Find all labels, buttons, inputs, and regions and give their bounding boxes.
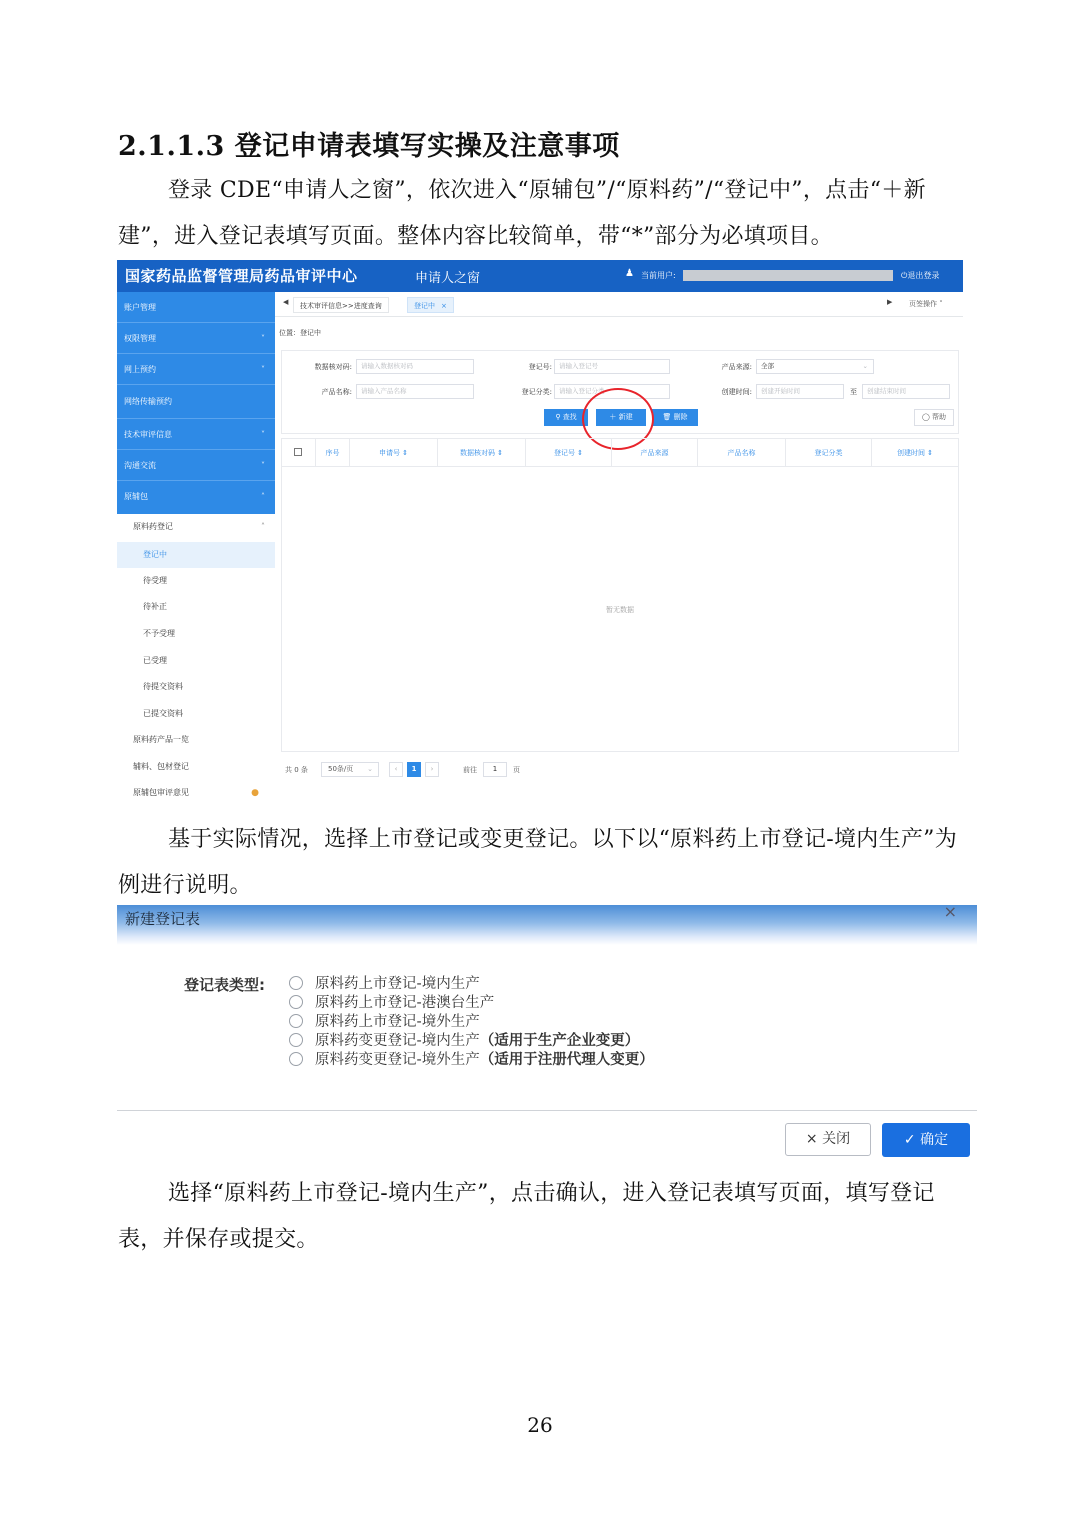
- product-name-label: 产品名称:: [321, 388, 352, 396]
- sidebar-item-api-product-list[interactable]: 原料药产品一览: [133, 735, 189, 744]
- data-code-input[interactable]: 请输入数据核对码: [356, 359, 474, 374]
- chevron-down-icon: ˅: [261, 430, 265, 439]
- tab-operations-menu[interactable]: 页签操作 ˅: [909, 300, 943, 308]
- radio-circle-icon[interactable]: [289, 1033, 303, 1047]
- select-all-checkbox[interactable]: [294, 448, 302, 456]
- sidebar-item-booking[interactable]: 网上预约 ˅: [117, 354, 275, 385]
- tab-bar: [275, 292, 963, 317]
- page-number: 26: [527, 1413, 553, 1437]
- sidebar-item-submitted[interactable]: 已提交资料: [143, 709, 183, 718]
- table-header: [282, 439, 958, 467]
- result-table: [281, 438, 959, 752]
- product-name-input[interactable]: 请输入产品名称: [356, 384, 474, 399]
- select-all-column: [282, 439, 316, 467]
- brand-title: 国家药品监督管理局药品审评中心: [125, 267, 358, 285]
- sidebar-item-pending-submit[interactable]: 待提交资料: [143, 682, 183, 691]
- source-label: 产品来源:: [721, 363, 752, 371]
- pagination: [285, 762, 685, 778]
- close-icon[interactable]: ×: [943, 902, 957, 921]
- reg-no-input[interactable]: 请输入登记号: [554, 359, 670, 374]
- sidebar-item-rejected[interactable]: 不予受理: [143, 629, 175, 638]
- power-icon: ⏻: [901, 271, 908, 280]
- chevron-down-icon: ⌄: [367, 765, 373, 773]
- search-icon: ⚲: [555, 413, 561, 421]
- portal-subtitle: 申请人之窗: [415, 271, 481, 286]
- sidebar-main-menu: [117, 292, 275, 514]
- created-time-label: 创建时间:: [721, 388, 752, 396]
- reg-no-label: 登记号:: [528, 363, 552, 371]
- chevron-down-icon: ⌄: [862, 362, 868, 370]
- paragraph-select-type: 基于实际情况，选择上市登记或变更登记。以下以“原料药上市登记-境内生产”为例进行说明。: [118, 827, 958, 898]
- radio-circle-icon[interactable]: [289, 995, 303, 1009]
- dialog-title: 新建登记表: [125, 910, 201, 928]
- date-range-to: 至: [850, 388, 857, 396]
- help-icon: ◯: [921, 413, 930, 421]
- sidebar-item-excipient-registration[interactable]: 辅料、包材登记: [133, 762, 189, 771]
- sidebar-item-communication[interactable]: 沟通交流 ˅: [117, 450, 275, 481]
- radio-circle-icon[interactable]: [289, 1014, 303, 1028]
- column-header[interactable]: 登记分类: [786, 439, 872, 467]
- chevron-down-icon: ˅: [261, 461, 265, 470]
- tab-registering[interactable]: 登记中 ×: [407, 297, 454, 313]
- column-header[interactable]: 数据核对码 ⇕: [438, 439, 526, 467]
- sidebar-item-pending-accept[interactable]: 待受理: [143, 576, 167, 585]
- query-button[interactable]: ⚲ 查找: [544, 409, 588, 426]
- column-header[interactable]: 序号: [316, 439, 350, 467]
- chevron-down-icon: ˅: [261, 334, 265, 343]
- radio-circle-icon[interactable]: [289, 976, 303, 990]
- tab-progress-query[interactable]: 技术审评信息>>进度查询: [293, 297, 389, 313]
- dialog-header: [117, 902, 977, 945]
- column-header[interactable]: 登记号 ⇕: [526, 439, 612, 467]
- source-select[interactable]: 全部 ⌄: [756, 359, 874, 374]
- screenshot-new-registration-dialog: [117, 902, 977, 1163]
- goto-page-input[interactable]: 1: [483, 762, 507, 777]
- bulb-icon: ●: [251, 788, 259, 798]
- next-page-button[interactable]: ›: [425, 762, 439, 777]
- chevron-up-icon: ˄: [261, 522, 265, 531]
- current-user-label: 当前用户:: [641, 271, 676, 280]
- goto-label: 前往: [463, 766, 477, 774]
- trash-icon: 🗑: [662, 413, 672, 421]
- created-end-input[interactable]: 创建结束时间: [862, 384, 950, 399]
- redacted-user-name: [683, 270, 893, 281]
- sidebar-item-account[interactable]: 账户管理: [117, 292, 275, 323]
- location-breadcrumb: 位置：登记中: [279, 329, 321, 337]
- paragraph-confirm: 选择“原料药上市登记-境内生产”，点击确认，进入登记表填写页面，填写登记表，并保存或提交。: [118, 1181, 935, 1252]
- help-button[interactable]: ◯ 帮助: [914, 409, 954, 426]
- current-page[interactable]: 1: [407, 762, 421, 777]
- radio-option[interactable]: 原料药变更登记-境外生产（适用于注册代理人变更）: [289, 1051, 654, 1070]
- screenshot-registration-list: [117, 260, 963, 808]
- tab-scroll-left-icon[interactable]: ◀: [283, 298, 289, 306]
- empty-state: 暂无数据: [606, 606, 634, 614]
- data-code-label: 数据核对码:: [314, 363, 352, 371]
- column-header[interactable]: 产品名称: [698, 439, 786, 467]
- radio-option[interactable]: 原料药上市登记-境内生产: [289, 975, 480, 994]
- page-size-select[interactable]: 50条/页 ⌄: [321, 762, 379, 777]
- radio-circle-icon[interactable]: [289, 1052, 303, 1066]
- column-header[interactable]: 申请号 ⇕: [350, 439, 438, 467]
- dialog-divider: [117, 1110, 977, 1111]
- confirm-button[interactable]: ✓ 确定: [882, 1123, 970, 1157]
- sidebar-item-review-opinion[interactable]: 原辅包审评意见 ●: [117, 780, 275, 806]
- radio-option[interactable]: 原料药上市登记-境外生产: [289, 1013, 480, 1032]
- section-heading: 2.1.1.3 登记申请表填写实操及注意事项: [118, 131, 620, 162]
- new-button[interactable]: ＋ 新建: [596, 409, 646, 426]
- category-input[interactable]: 请输入登记分类: [554, 384, 670, 399]
- sidebar-item-excipient-package[interactable]: 原辅包 ˄: [117, 481, 275, 512]
- column-header[interactable]: 创建时间 ⇕: [896, 449, 934, 457]
- prev-page-button[interactable]: ‹: [389, 762, 403, 777]
- sidebar-item-accepted[interactable]: 已受理: [143, 656, 167, 665]
- radio-option[interactable]: 原料药变更登记-境内生产（适用于生产企业变更）: [289, 1032, 639, 1051]
- top-header-bar: [117, 260, 963, 292]
- logout-link[interactable]: ⏻退出登录: [901, 271, 940, 280]
- page-unit-label: 页: [513, 766, 520, 774]
- close-icon[interactable]: ×: [441, 302, 447, 310]
- sidebar-item-pending-correction[interactable]: 待补正: [143, 602, 167, 611]
- tab-scroll-right-icon[interactable]: ▶: [887, 298, 893, 306]
- paragraph-intro: 登录 CDE“申请人之窗”，依次进入“原辅包”/“原料药”/“登记中”，点击“＋新建”，进入登记表填写页面。整体内容比较简单，带“*”部分为必填项目。: [118, 178, 926, 249]
- radio-option[interactable]: 原料药上市登记-港澳台生产: [289, 994, 494, 1013]
- category-label: 登记分类:: [521, 388, 552, 396]
- sidebar-item-review-info[interactable]: 技术审评信息 ˅: [117, 419, 275, 450]
- sidebar-group-api-registration[interactable]: 原料药登记 ˄: [117, 514, 275, 540]
- user-icon: ♟: [625, 268, 634, 279]
- sidebar-item-permission[interactable]: 权限管理 ˅: [117, 323, 275, 354]
- sidebar-item-transfer-booking[interactable]: 网络传输预约: [117, 385, 275, 419]
- delete-button[interactable]: 🗑 删除: [652, 409, 698, 426]
- chevron-down-icon: ˅: [261, 365, 265, 374]
- sidebar: [117, 292, 275, 808]
- sidebar-item-registering[interactable]: 登记中: [117, 542, 275, 568]
- close-button[interactable]: × 关闭: [785, 1123, 871, 1156]
- form-type-label: 登记表类型:: [184, 976, 265, 994]
- chevron-up-icon: ˄: [261, 492, 265, 501]
- column-header[interactable]: 产品来源: [612, 439, 698, 467]
- created-start-input[interactable]: 创建开始时间: [756, 384, 844, 399]
- pager-total: 共 0 条: [285, 766, 308, 774]
